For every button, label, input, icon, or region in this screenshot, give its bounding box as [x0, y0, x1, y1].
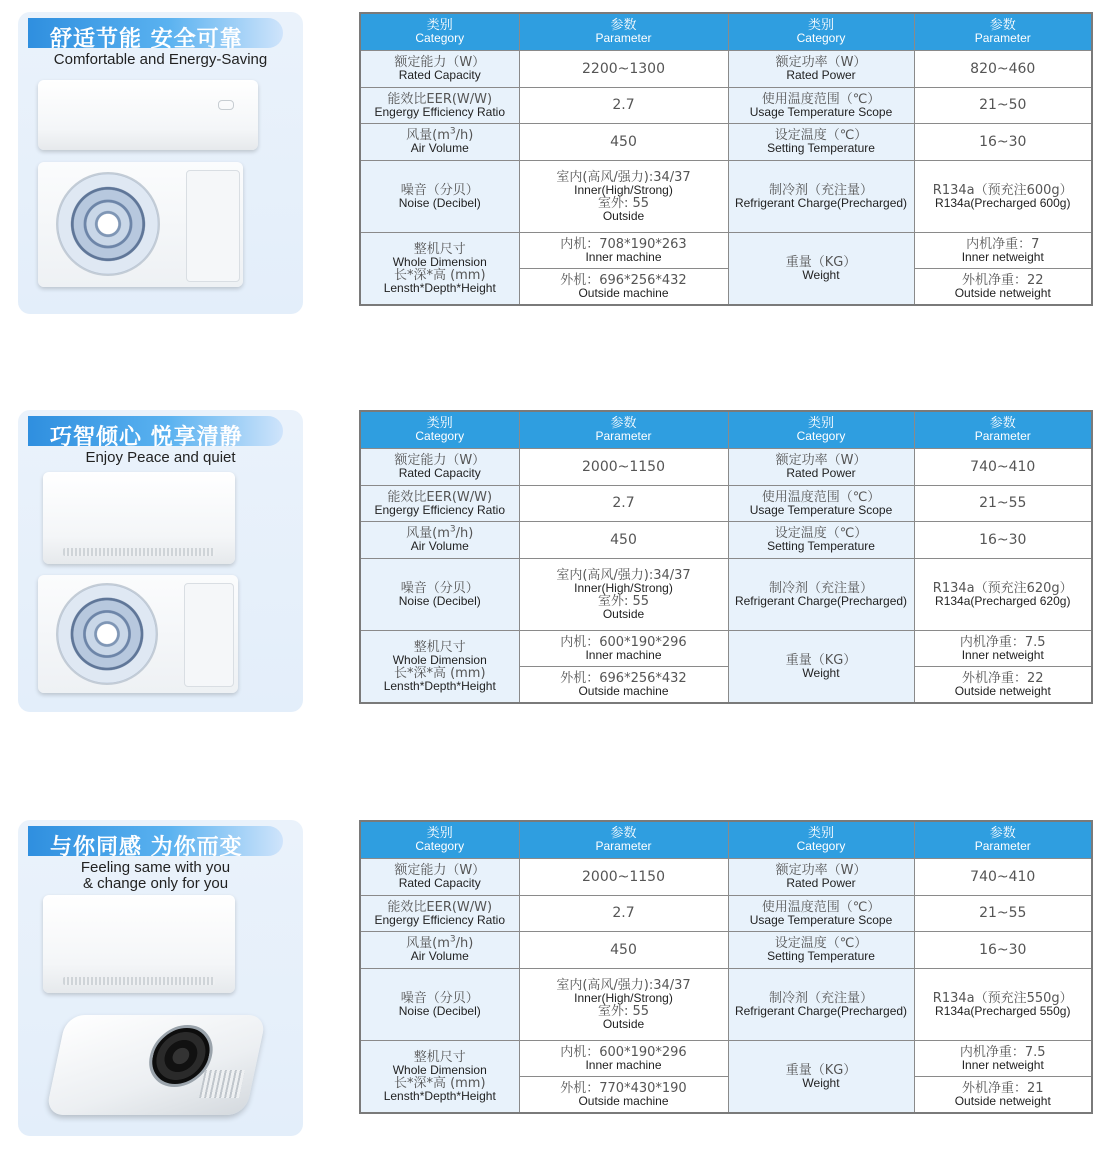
value-eer: 2.7 — [519, 88, 728, 124]
value-rated-power: 740~410 — [914, 449, 1092, 486]
value-eer: 2.7 — [519, 896, 728, 932]
subtitle-line: & change only for you — [82, 875, 229, 892]
header-category: 类别 Category — [360, 13, 519, 51]
label-rated-capacity: 额定能力（W） Rated Capacity — [360, 449, 519, 486]
label-air-volume: 风量$(m^3/h)$ Air Volume — [360, 124, 519, 161]
product-section-3 — [0, 820, 1100, 1130]
header-parameter: 参数 Parameter — [519, 411, 728, 449]
value-temp-scope: 21~55 — [914, 896, 1092, 932]
header-parameter: 参数 Parameter — [914, 411, 1092, 449]
table-row — [360, 932, 1092, 969]
label-dimension: 整机尺寸 Whole Dimension 长*深*高 (mm) Lensth*Depth*Height — [360, 233, 519, 306]
side-panel — [184, 583, 234, 687]
value-refrigerant: R134a（预充注600g） R134a(Precharged 600g) — [914, 161, 1092, 233]
table-header-row — [360, 411, 1092, 449]
value-refrigerant: R134a（预充注620g） R134a(Precharged 620g) — [914, 559, 1092, 631]
indoor-unit-image — [43, 472, 235, 564]
spec-table — [359, 410, 1093, 704]
label-dimension: 整机尺寸 Whole Dimension 长*深*高 (mm) Lensth*Depth*Height — [360, 1041, 519, 1114]
header-parameter: 参数 Parameter — [519, 821, 728, 859]
indoor-unit-image — [43, 895, 235, 993]
brand-logo-mark — [218, 100, 234, 110]
label-noise: 噪音（分贝） Noise (Decibel) — [360, 161, 519, 233]
subtitle-line: Enjoy Peace and quiet — [85, 449, 236, 466]
value-air-volume: 450 — [519, 522, 728, 559]
slogan-text: 舒适节能 安全可靠 — [50, 27, 243, 52]
label-rated-capacity: 额定能力（W） Rated Capacity — [360, 859, 519, 896]
spec-table — [359, 820, 1093, 1114]
label-rated-power: 额定功率（W） Rated Power — [728, 51, 914, 88]
product-section-2 — [0, 410, 1100, 720]
header-category: 类别 Category — [728, 13, 914, 51]
side-panel — [186, 170, 240, 282]
table-header-row — [360, 821, 1092, 859]
slogan-banner — [28, 18, 283, 52]
value-weight: 内机净重：7 Inner netweight 外机净重：22 Outside netweight — [914, 233, 1092, 306]
outdoor-unit-image — [38, 575, 238, 693]
fan-grill-icon — [56, 583, 158, 685]
label-setting-temp: 设定温度（℃） Setting Temperature — [728, 124, 914, 161]
value-air-volume: 450 — [519, 124, 728, 161]
label-refrigerant: 制冷剂（充注量） Refrigerant Charge(Precharged) — [728, 559, 914, 631]
label-noise: 噪音（分贝） Noise (Decibel) — [360, 559, 519, 631]
label-temp-scope: 使用温度范围（℃） Usage Temperature Scope — [728, 486, 914, 522]
label-air-volume: 风量$(m^3/h)$ Air Volume — [360, 522, 519, 559]
label-eer: 能效比EER(W/W) Engergy Efficiency Ratio — [360, 486, 519, 522]
subtitle-line: Comfortable and Energy-Saving — [53, 51, 268, 68]
table-row — [360, 859, 1092, 896]
header-category: 类别 Category — [728, 411, 914, 449]
value-weight: 内机净重：7.5 Inner netweight 外机净重：22 Outside netweight — [914, 631, 1092, 704]
side-vents — [199, 1070, 245, 1098]
table-row — [360, 896, 1092, 932]
value-rated-capacity: 2200~1300 — [519, 51, 728, 88]
table-row — [360, 88, 1092, 124]
table-row — [360, 559, 1092, 631]
value-dimension: 内机：600*190*296 Inner machine 外机：770*430*190 Outside machine — [519, 1041, 728, 1114]
label-weight: 重量（KG） Weight — [728, 233, 914, 306]
table-row — [360, 124, 1092, 161]
label-weight: 重量（KG） Weight — [728, 631, 914, 704]
product-image-card — [18, 410, 303, 712]
table-row — [360, 522, 1092, 559]
subtitle-line: Feeling same with you — [80, 859, 231, 876]
slogan-subtitle — [18, 860, 298, 892]
value-weight: 内机净重：7.5 Inner netweight 外机净重：21 Outside netweight — [914, 1041, 1092, 1114]
slogan-subtitle — [18, 450, 303, 466]
label-refrigerant: 制冷剂（充注量） Refrigerant Charge(Precharged) — [728, 161, 914, 233]
label-rated-power: 额定功率（W） Rated Power — [728, 449, 914, 486]
fan-grill-icon — [56, 172, 160, 276]
slogan-subtitle — [18, 52, 303, 68]
value-temp-scope: 21~55 — [914, 486, 1092, 522]
product-section-1 — [0, 12, 1100, 322]
value-temp-scope: 21~50 — [914, 88, 1092, 124]
label-refrigerant: 制冷剂（充注量） Refrigerant Charge(Precharged) — [728, 969, 914, 1041]
table-row — [360, 449, 1092, 486]
header-category: 类别 Category — [360, 411, 519, 449]
table-row — [360, 969, 1092, 1041]
value-setting-temp: 16~30 — [914, 932, 1092, 969]
table-row — [360, 233, 1092, 306]
label-setting-temp: 设定温度（℃） Setting Temperature — [728, 932, 914, 969]
slogan-banner — [28, 416, 283, 450]
header-parameter: 参数 Parameter — [914, 13, 1092, 51]
value-rated-capacity: 2000~1150 — [519, 449, 728, 486]
value-refrigerant: R134a（预充注550g） R134a(Precharged 550g) — [914, 969, 1092, 1041]
label-air-volume: 风量$(m^3/h)$ Air Volume — [360, 932, 519, 969]
air-vent — [63, 977, 215, 985]
label-temp-scope: 使用温度范围（℃） Usage Temperature Scope — [728, 88, 914, 124]
outdoor-unit-image — [38, 162, 243, 287]
value-setting-temp: 16~30 — [914, 522, 1092, 559]
indoor-unit-image — [38, 80, 258, 150]
value-eer: 2.7 — [519, 486, 728, 522]
header-category: 类别 Category — [728, 821, 914, 859]
slogan-text: 巧智倾心 悦享清静 — [50, 425, 243, 450]
table-row — [360, 1041, 1092, 1114]
rooftop-unit-image — [45, 1015, 266, 1115]
value-rated-power: 820~460 — [914, 51, 1092, 88]
product-image-card — [18, 12, 303, 314]
value-noise: 室内(高风/强力):34/37 Inner(High/Strong) 室外: 55 Outside — [519, 969, 728, 1041]
slogan-text: 与你同感 为你而变 — [50, 835, 243, 860]
slogan-banner — [28, 826, 283, 860]
label-temp-scope: 使用温度范围（℃） Usage Temperature Scope — [728, 896, 914, 932]
value-rated-capacity: 2000~1150 — [519, 859, 728, 896]
label-weight: 重量（KG） Weight — [728, 1041, 914, 1114]
table-row — [360, 631, 1092, 704]
label-setting-temp: 设定温度（℃） Setting Temperature — [728, 522, 914, 559]
label-rated-power: 额定功率（W） Rated Power — [728, 859, 914, 896]
value-setting-temp: 16~30 — [914, 124, 1092, 161]
value-noise: 室内(高风/强力):34/37 Inner(High/Strong) 室外: 55 Outside — [519, 161, 728, 233]
label-rated-capacity: 额定能力（W） Rated Capacity — [360, 51, 519, 88]
table-row — [360, 51, 1092, 88]
value-dimension: 内机：600*190*296 Inner machine 外机：696*256*432 Outside machine — [519, 631, 728, 704]
spec-table — [359, 12, 1093, 306]
label-dimension: 整机尺寸 Whole Dimension 长*深*高 (mm) Lensth*Depth*Height — [360, 631, 519, 704]
header-category: 类别 Category — [360, 821, 519, 859]
header-parameter: 参数 Parameter — [914, 821, 1092, 859]
table-row — [360, 486, 1092, 522]
value-rated-power: 740~410 — [914, 859, 1092, 896]
table-header-row — [360, 13, 1092, 51]
label-eer: 能效比EER(W/W) Engergy Efficiency Ratio — [360, 896, 519, 932]
product-image-card — [18, 820, 303, 1136]
table-row — [360, 161, 1092, 233]
value-dimension: 内机：708*190*263 Inner machine 外机：696*256*432 Outside machine — [519, 233, 728, 306]
header-parameter: 参数 Parameter — [519, 13, 728, 51]
label-noise: 噪音（分贝） Noise (Decibel) — [360, 969, 519, 1041]
value-air-volume: 450 — [519, 932, 728, 969]
air-vent — [63, 548, 215, 556]
value-noise: 室内(高风/强力):34/37 Inner(High/Strong) 室外: 55 Outside — [519, 559, 728, 631]
label-eer: 能效比EER(W/W) Engergy Efficiency Ratio — [360, 88, 519, 124]
